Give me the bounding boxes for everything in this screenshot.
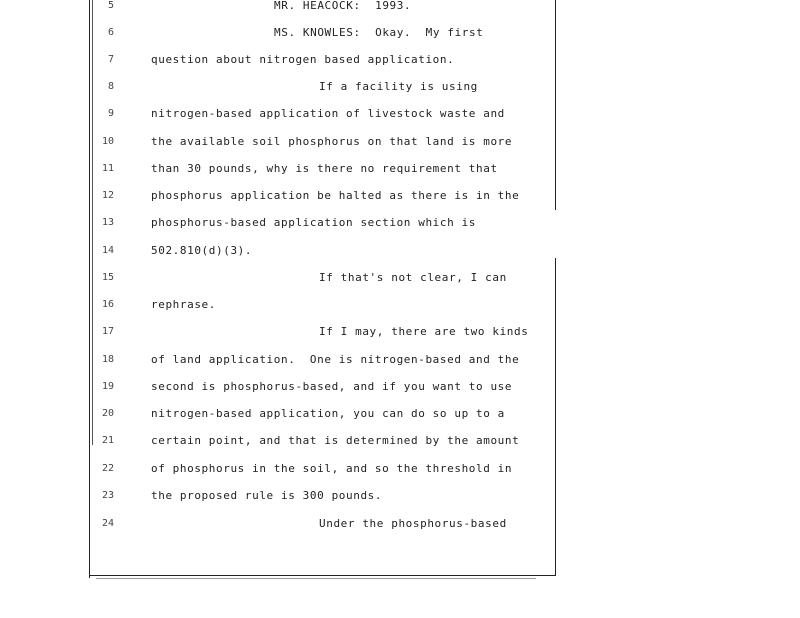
line-text: of phosphorus in the soil, and so the threshold in	[151, 462, 513, 475]
transcript-line	[0, 378, 800, 396]
line-text: phosphorus-based application section which is	[151, 216, 477, 229]
line-text: nitrogen-based application, you can do so up to a	[151, 407, 505, 420]
line-text: phosphorus application be halted as there is in the	[151, 189, 520, 202]
line-text: Under the phosphorus-based	[319, 517, 507, 530]
transcript-line	[0, 515, 800, 533]
line-text: 502.810(d)(3).	[151, 244, 253, 257]
line-number: 11	[101, 163, 114, 174]
transcript-line	[0, 432, 800, 450]
line-number: 12	[101, 190, 114, 201]
line-number: 21	[101, 435, 114, 446]
transcript-line	[0, 323, 800, 341]
line-number: 23	[101, 490, 114, 501]
line-text: MS. KNOWLES: Okay. My first	[274, 26, 484, 39]
bottom-scan-artifact	[96, 578, 536, 579]
line-text: If I may, there are two kinds	[319, 325, 529, 338]
transcript-line	[0, 160, 800, 178]
transcript-line	[0, 405, 800, 423]
transcript-line	[0, 133, 800, 151]
line-text: If a facility is using	[319, 80, 478, 93]
line-number: 14	[101, 245, 114, 256]
transcript-line	[0, 24, 800, 42]
transcript-line	[0, 214, 800, 232]
line-text: second is phosphorus-based, and if you want to use	[151, 380, 513, 393]
line-text: of land application. One is nitrogen-based and the	[151, 353, 520, 366]
transcript-line	[0, 487, 800, 505]
line-text: the available soil phosphorus on that land is more	[151, 135, 513, 148]
line-number: 6	[107, 27, 114, 38]
line-number: 10	[101, 136, 114, 147]
line-number: 18	[101, 354, 114, 365]
line-text: rephrase.	[151, 298, 217, 311]
line-number: 17	[101, 326, 114, 337]
line-number: 15	[101, 272, 114, 283]
line-number: 8	[107, 81, 114, 92]
transcript-line	[0, 187, 800, 205]
line-number: 7	[107, 54, 114, 65]
transcript-line	[0, 0, 800, 15]
line-text: certain point, and that is determined by the amount	[151, 434, 520, 447]
transcript-line	[0, 242, 800, 260]
transcript-line	[0, 460, 800, 478]
line-number: 16	[101, 299, 114, 310]
line-number: 5	[107, 0, 114, 11]
line-text: the proposed rule is 300 pounds.	[151, 489, 383, 502]
transcript-line	[0, 105, 800, 123]
line-number: 24	[101, 518, 114, 529]
line-text: nitrogen-based application of livestock waste and	[151, 107, 505, 120]
line-number: 20	[101, 408, 114, 419]
line-text: question about nitrogen based application.	[151, 53, 455, 66]
transcript-line	[0, 51, 800, 69]
line-number: 9	[107, 108, 114, 119]
bottom-border-rule	[89, 575, 556, 576]
line-text: MR. HEACOCK: 1993.	[274, 0, 412, 12]
transcript-line	[0, 269, 800, 287]
line-text: than 30 pounds, why is there no requirement that	[151, 162, 498, 175]
line-number: 13	[101, 217, 114, 228]
transcript-line	[0, 296, 800, 314]
line-text: If that's not clear, I can	[319, 271, 507, 284]
line-number: 19	[101, 381, 114, 392]
transcript-line	[0, 351, 800, 369]
transcript-line	[0, 78, 800, 96]
line-number: 22	[101, 463, 114, 474]
